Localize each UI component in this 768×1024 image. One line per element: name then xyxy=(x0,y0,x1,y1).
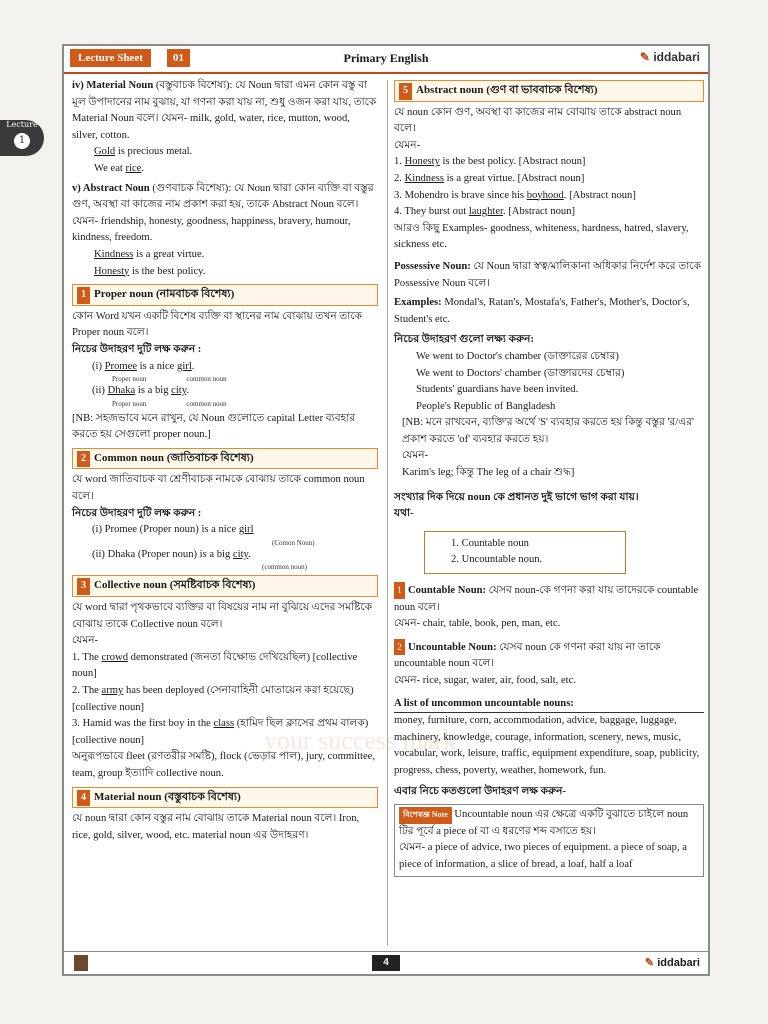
example-label: (Comon Noun) xyxy=(272,538,315,547)
list-item: 2. The army has been deployed (সেনাবাহিনী মোতায়েন করা হয়েছে) [collective noun] xyxy=(72,685,354,713)
countable-noun-definition: 1 Countable Noun: যেসব noun-কে গণনা করা যায় তাদেরকে countable noun বলে। xyxy=(394,582,704,616)
page-title: Primary English xyxy=(343,51,429,65)
example-sentence: We eat rice. xyxy=(94,162,145,174)
section-heading-proper-noun: 1 Proper noun (নামবাচক বিশেষ্য) xyxy=(72,284,378,306)
page-number: 4 xyxy=(372,955,400,971)
watermark: your success mark xyxy=(264,726,457,755)
author-avatar xyxy=(74,955,88,971)
noun-types-box xyxy=(424,531,626,574)
eg-label: যেমন- xyxy=(402,450,429,462)
nb-note: [NB: মনে রাখবেন, ব্যক্তি'র অর্থে 'S' ব্যবহার করতে হয় কিন্তু বস্তুর 'র/এর' প্রকাশ করতে 'of' ব্যবহার করতে হয়। xyxy=(402,417,694,445)
pen-icon: ✎ xyxy=(639,50,650,64)
side-tab-label: Lecture xyxy=(6,120,38,129)
observe-example: We went to Doctor's chamber (ডাক্তারের চেম্বার) xyxy=(416,350,619,362)
collective-noun-definition: যে word দ্বারা পৃথকভাবে ব্যক্তির বা বিষয়ের নাম না বুঝিয়ে এদের সমষ্টিকে বোঝায় তাকে Collective noun বলে। xyxy=(72,602,373,630)
list-item: 1. The crowd demonstrated (জনতা বিক্ষোভ দেখিয়েছিল) [collective noun] xyxy=(72,651,358,680)
material-noun-definition: iv) Material Noun (বস্তুবাচক বিশেষ্য): যে Noun দ্বারা এমন কোন বস্তু বা মূল উপাদানের নাম বুঝায়, যা গণনা করা যায় না, শুধু ওজন করা যায়, তাকে Material Noun বলে। যেমন- milk, gold, water, rice, mutton, wood, silver, cotton. xyxy=(72,80,377,141)
section-heading-common-noun: 2 Common noun (জাতিবাচক বিশেষ্য) xyxy=(72,448,378,470)
box-item: 2. Uncountable noun. xyxy=(451,554,543,566)
list-item: 3. Mohendro is brave since his boyhood. [Abstract noun] xyxy=(394,189,636,201)
example-label: (common noun) xyxy=(262,563,307,572)
common-noun-definition: যে word জাতিবাচক বা শ্রেণীবাচক নামকে বোঝায় তাকে common noun বলে। xyxy=(72,474,365,503)
box-item: 1. Countable noun xyxy=(451,537,529,549)
example-sentence: (ii) Dhaka is a big city. xyxy=(92,385,190,397)
uncountable-list-heading: A list of uncommon uncountable nouns: xyxy=(394,696,704,714)
note-box xyxy=(394,804,704,876)
list-item: 4. They burst out laughter. [Abstract noun] xyxy=(394,206,576,218)
note-tag: বিশেষজ্ঞ Note xyxy=(399,807,452,824)
column-divider xyxy=(387,80,388,946)
sheet-number-badge: 01 xyxy=(167,49,190,67)
examples-heading: নিচের উদাহরণ দুটি লক্ষ করুন : xyxy=(72,343,202,355)
header-logo-text: iddabari xyxy=(653,50,700,64)
uncountable-examples: যেমন- rice, sugar, water, air, food, salt, etc. xyxy=(394,675,576,686)
nb-example: Karim's leg; কিন্তু The leg of a chair শুদ্ধ] xyxy=(402,467,575,479)
example-sentence: Gold is precious metal. xyxy=(94,146,193,158)
example-sentence: (i) Promee is a nice girl. xyxy=(92,360,195,372)
footer-logo xyxy=(645,956,700,969)
observe-example: We went to Doctors' chamber (ডাক্তারদের চেম্বার) xyxy=(416,367,625,379)
proper-noun-definition: কোন Word যখন একটি বিশেষ ব্যক্তি বা স্থানের নাম বোঝায় তখন তাকে Proper noun বলে। xyxy=(72,310,363,339)
pen-icon: ✎ xyxy=(644,957,655,969)
abstract-noun-definition: v) Abstract Noun (গুণবাচক বিশেষ্য): যে Noun দ্বারা কোন ব্যক্তি বা বস্তুর গুণ, অবস্থা বা কাজের নাম প্রকাশ করা হয়, তাকে Abstract Noun বলে। যেমন- friendship, honesty, goodness, happiness, bravery, humour, kindness, freedom. xyxy=(72,182,374,244)
observe-example: People's Republic of Bangladesh xyxy=(416,400,556,412)
eg-label: যেমন- xyxy=(72,635,99,647)
example-labels: Proper noun common noun xyxy=(112,399,227,408)
possessive-examples: Examples: Mondal's, Ratan's, Mostafa's, Father's, Mother's, Doctor's, Student's etc. xyxy=(394,297,690,325)
note-text: বিশেষজ্ঞ Note Uncountable noun এর ক্ষেত্রে একটি বুঝাতে চাইলে noun টির পূর্বে a piece of বা এ ধরণের শব্দ বসাতে হয়। xyxy=(399,809,689,837)
list-item: 2. Kindness is a great virtue. [Abstract noun] xyxy=(394,172,585,184)
side-tab-number: 1 xyxy=(14,133,30,149)
uncountable-list: money, furniture, corn, accommodation, advice, baggage, luggage, machinery, knowledge, courage, information, scenery, news, music, vocabular, work, leisure, traffic, equipment expenditure, soap, publicity, progress, chess, poverty, weather, homework, fun. xyxy=(394,715,700,776)
header-logo xyxy=(640,50,700,64)
section-heading-material-noun: 4 Material noun (বস্তুবাচক বিশেষ্য) xyxy=(72,787,378,809)
example-sentence: Kindness is a great virtue. xyxy=(94,248,205,260)
page-footer xyxy=(64,951,708,974)
possessive-noun-definition: Possessive Noun: যে Noun দ্বারা স্বত্ব/মালিকানা অধিকার নির্দেশ করে তাকে Possessive Noun বলে। xyxy=(394,260,701,289)
nb-note: [NB: সহজভাবে মনে রাখুন, যে Noun গুলোতে capital Letter ব্যবহার করতে হয় সেগুলো proper noun.] xyxy=(72,412,356,441)
material-noun-definition-2: যে noun দ্বারা কোন বস্তুর নাম বোঝায় তাকে Material noun বলে। Iron, rice, gold, silver, wood, etc. material noun এর উদাহরণ। xyxy=(72,813,360,841)
list-item: 3. Hamid was the first boy in the class (হামিদ ছিল ক্লাসের প্রথম বালক) [collective noun] xyxy=(72,718,369,746)
example-sentence: (i) Promee (Proper noun) is a nice girl xyxy=(92,524,254,536)
note-examples: যেমন- a piece of advice, two pieces of equipment. a piece of soap, a piece of information, a slice of bread, a loaf, half a loaf xyxy=(399,842,687,870)
example-labels: Proper noun common noun xyxy=(112,375,227,384)
examples-heading: নিচের উদাহরণ দুটি লক্ষ করুন : xyxy=(72,507,202,519)
count-heading: সংখ্যার দিক দিয়ে noun কে প্রধানত দুই ভাগে ভাগ করা যায়। xyxy=(394,491,639,503)
section-heading-abstract-noun: 5 Abstract noun (গুণ বা ভাববাচক বিশেষ্য) xyxy=(394,80,704,102)
list-item: 1. Honesty is the best policy. [Abstract noun] xyxy=(394,156,586,168)
footer-logo-text: iddabari xyxy=(657,957,700,969)
count-heading-2: যথা- xyxy=(394,508,414,520)
lecture-page xyxy=(62,44,710,976)
examples-heading: এবার নিচে কতগুলো উদাহরণ লক্ষ করুন- xyxy=(394,785,566,797)
lecture-sheet-badge: Lecture Sheet xyxy=(70,49,151,67)
uncountable-noun-definition: 2 Uncountable Noun: যেসব noun কে গণনা করা যায় না তাকে uncountable noun বলে। xyxy=(394,639,704,673)
example-sentence: (ii) Dhaka (Proper noun) is a big city. xyxy=(92,548,251,560)
page-header xyxy=(64,46,708,74)
example-sentence: Honesty is the best policy. xyxy=(94,265,206,277)
abstract-more-examples: আরও কিছু Examples- goodness, whiteness, hardness, hatred, slavery, sickness etc. xyxy=(394,222,689,251)
lecture-side-tab xyxy=(0,120,44,156)
eg-label: যেমন- xyxy=(394,139,421,151)
observe-example: Students' guardians have been invited. xyxy=(416,384,579,396)
abstract-noun-definition-2: যে noun কোন গুণ, অবস্থা বা কাজের নাম বোঝায় তাকে abstract noun বলে। xyxy=(394,106,682,135)
observe-heading: নিচের উদাহরণ গুলো লক্ষ্য করুন: xyxy=(394,334,534,346)
section-heading-collective-noun: 3 Collective noun (সমষ্টিবাচক বিশেষ্য) xyxy=(72,575,378,597)
right-column xyxy=(394,78,704,877)
countable-examples: যেমন- chair, table, book, pen, man, etc. xyxy=(394,618,561,630)
left-column xyxy=(72,78,378,844)
collective-more: অনুরূপভাবে fleet (রণতরীর সমষ্টি), flock (ভেড়ার পাল), jury, committee, team, group ইত্যাদি collective noun. xyxy=(72,751,376,779)
